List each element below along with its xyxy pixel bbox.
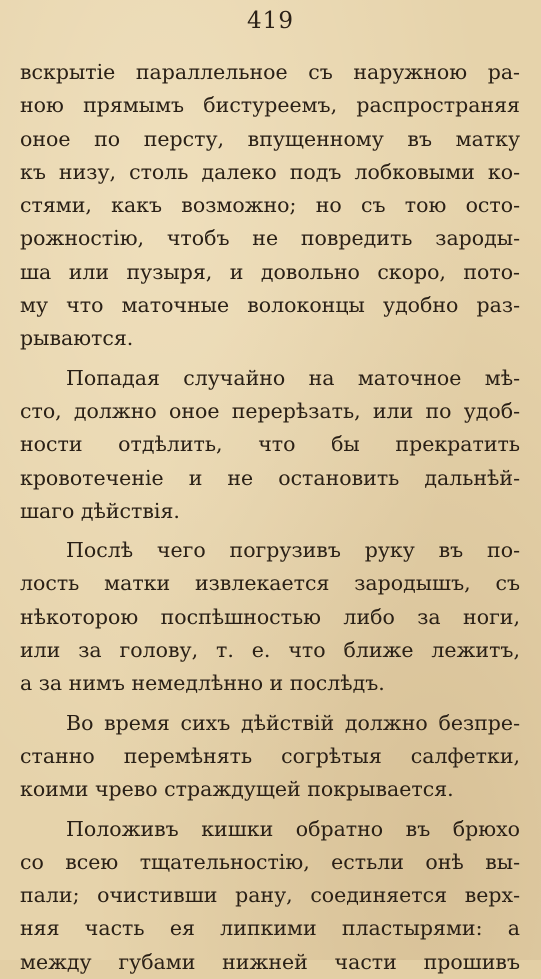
text-line: а за нимъ немедлѣнно и послѣдъ.: [20, 671, 385, 696]
text-line: му что маточные волоконцы удобно раз-: [20, 293, 520, 318]
text-line: вскрытіе параллельное съ наружною ра-: [20, 60, 520, 84]
text-line: кровотеченіе и не остановить дальнѣй-: [20, 465, 520, 490]
paragraph: [20, 56, 520, 356]
text-line: Послѣ чего погрузивъ руку въ по-: [66, 538, 520, 563]
text-line: сто, должно оное перерѣзать, или по удоб-: [20, 398, 520, 423]
text-line: станно перемѣнять согрѣтыя салфетки,: [20, 743, 520, 768]
text-line: Во время сихъ дѣйствій должно безпре-: [66, 710, 520, 735]
text-line: ною прямымъ бистуреемъ, распространяя: [20, 93, 520, 118]
text-line: между губами нижней части прошивъ: [20, 949, 520, 974]
text-line: нѣкоторою поспѣшностью либо за ноги,: [20, 604, 520, 629]
text-line: Положивъ кишки обратно въ брюхо: [66, 816, 520, 841]
paragraph: [20, 362, 520, 528]
page-text: [20, 56, 520, 979]
text-line: со всею тщательностію, естьли онѣ вы-: [20, 849, 520, 874]
text-line: Попадая случайно на маточное мѣ-: [66, 365, 520, 390]
text-line: шаго дѣйствія.: [20, 498, 180, 523]
text-line: ности отдѣлить, что бы прекратить: [20, 432, 520, 457]
text-line: къ низу, столь далеко подъ лобковыми ко-: [20, 159, 520, 184]
text-line: или за голову, т. е. что ближе лежитъ,: [20, 638, 520, 663]
paragraph: [20, 707, 520, 807]
text-line: няя часть ея липкими пластырями: а: [20, 916, 520, 941]
text-line: ша или пузыря, и довольно скоро, пото-: [20, 259, 520, 284]
text-line: лость матки извлекается зародышъ, съ: [20, 571, 520, 596]
paragraph: [20, 813, 520, 979]
text-line: оное по персту, впущенному въ матку: [20, 126, 520, 151]
text-line: коими чрево страждущей покрывается.: [20, 777, 454, 802]
paragraph: [20, 534, 520, 700]
text-line: стями, какъ возможно; но съ тою осто-: [20, 193, 520, 218]
text-line: рываются.: [20, 326, 134, 351]
text-line: рожностію, чтобъ не повредить зароды-: [20, 226, 520, 251]
page-number: 419: [247, 8, 294, 34]
text-line: пали; очистивши рану, соединяется верх-: [20, 883, 520, 908]
